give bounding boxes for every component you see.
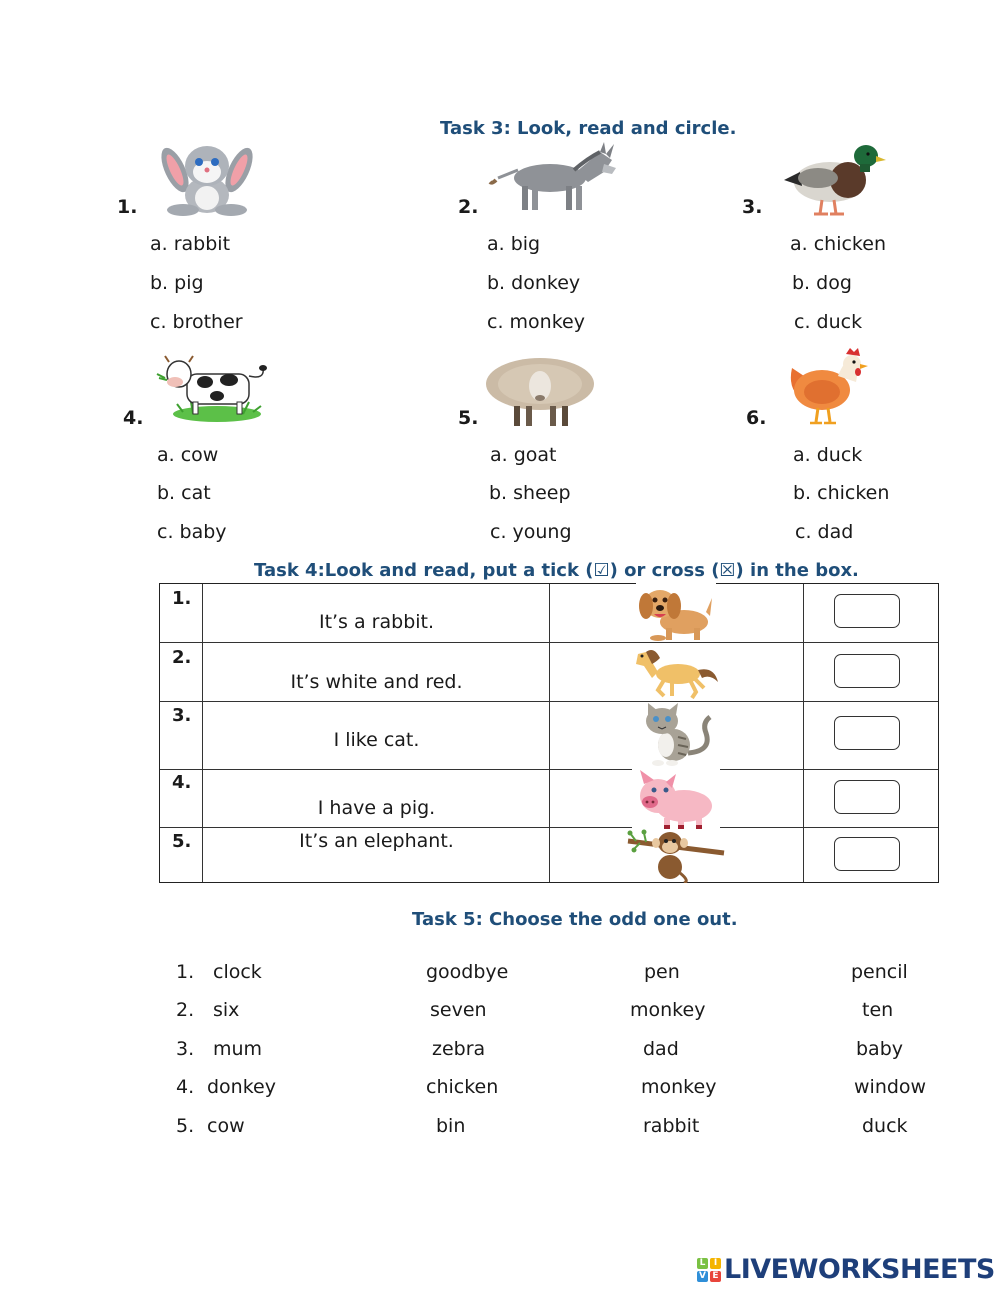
- donkey-picture: [488, 142, 628, 214]
- monkey-picture: [626, 829, 726, 883]
- task5-row-4-word-4[interactable]: window: [854, 1076, 927, 1098]
- task5-row-5-number: 5.: [176, 1115, 195, 1137]
- task3-item-5-option-b[interactable]: b. sheep: [489, 482, 571, 504]
- task5-row-2-word-1[interactable]: six: [213, 999, 240, 1021]
- task5-row-2-word-3[interactable]: monkey: [630, 999, 706, 1021]
- task4-row-1-number: 1.: [172, 588, 192, 609]
- task5-row-1-word-1[interactable]: clock: [213, 961, 262, 983]
- logo-letter: I: [710, 1258, 721, 1269]
- task3-item-6-option-a[interactable]: a. duck: [793, 444, 863, 466]
- task5-row-1-word-2[interactable]: goodbye: [426, 961, 509, 983]
- logo-text: LIVEWORKSHEETS: [724, 1254, 995, 1285]
- logo-letter: L: [697, 1258, 708, 1269]
- task3-item-4-option-a[interactable]: a. cow: [157, 444, 219, 466]
- task3-item-6-option-b[interactable]: b. chicken: [793, 482, 890, 504]
- task3-item-2-option-c[interactable]: c. monkey: [487, 311, 585, 333]
- task5-row-1-word-3[interactable]: pen: [644, 961, 680, 983]
- task5-row-5-word-4[interactable]: duck: [862, 1115, 908, 1137]
- task3-item-2-option-b[interactable]: b. donkey: [487, 272, 581, 294]
- task3-heading: Task 3: Look, read and circle.: [440, 118, 737, 139]
- row-divider: [160, 769, 938, 770]
- task3-item-3-option-c[interactable]: c. duck: [794, 311, 863, 333]
- task5-row-4-word-1[interactable]: donkey: [207, 1076, 276, 1098]
- task3-item-4-option-b[interactable]: b. cat: [157, 482, 211, 504]
- task3-item-4-option-c[interactable]: c. baby: [157, 521, 227, 543]
- row-divider: [160, 642, 938, 643]
- task4-row-3-answer-box[interactable]: [834, 716, 900, 750]
- task5-row-3-word-4[interactable]: baby: [856, 1038, 904, 1060]
- task4-row-5-number: 5.: [172, 831, 192, 852]
- task4-row-2-sentence: It’s white and red.: [290, 671, 463, 693]
- row-divider: [160, 827, 938, 828]
- duck-picture: [778, 140, 888, 218]
- task4-row-1-answer-box[interactable]: [834, 594, 900, 628]
- task5-row-5-word-3[interactable]: rabbit: [643, 1115, 700, 1137]
- task5-row-5-word-1[interactable]: cow: [207, 1115, 245, 1137]
- task5-row-4-word-2[interactable]: chicken: [426, 1076, 499, 1098]
- task5-row-3-word-1[interactable]: mum: [213, 1038, 263, 1060]
- task4-table: [159, 583, 939, 883]
- row-divider: [160, 701, 938, 702]
- task4-row-3-sentence: I like cat.: [333, 729, 420, 751]
- task5-row-3-word-2[interactable]: zebra: [432, 1038, 486, 1060]
- task4-row-5-sentence: It’s an elephant.: [299, 830, 454, 852]
- task5-heading: Task 5: Choose the odd one out.: [412, 909, 738, 930]
- task3-item-5-option-a[interactable]: a. goat: [490, 444, 557, 466]
- logo-letter: E: [710, 1271, 721, 1282]
- task4-row-5-answer-box[interactable]: [834, 837, 900, 871]
- task4-row-4-answer-box[interactable]: [834, 780, 900, 814]
- column-divider: [803, 584, 804, 882]
- task3-item-3-number: 3.: [742, 196, 763, 218]
- task5-row-1-word-4[interactable]: pencil: [851, 961, 908, 983]
- rabbit-picture: [153, 140, 261, 218]
- task5-row-4-number: 4.: [176, 1076, 195, 1098]
- logo-live-blocks-icon: [697, 1258, 721, 1282]
- task4-row-2-number: 2.: [172, 647, 192, 668]
- task5-row-2-number: 2.: [176, 999, 195, 1021]
- horse-picture: [632, 644, 720, 700]
- liveworksheets-logo: [697, 1254, 995, 1285]
- pig-picture: [632, 768, 720, 830]
- task5-row-3-word-3[interactable]: dad: [643, 1038, 679, 1060]
- logo-letter: V: [697, 1271, 708, 1282]
- sheep-picture: [484, 354, 596, 428]
- task5-row-3-number: 3.: [176, 1038, 195, 1060]
- task4-heading: Task 4:Look and read, put a tick (☑) or cross (☒) in the box.: [254, 560, 859, 581]
- task3-item-1-option-c[interactable]: c. brother: [150, 311, 243, 333]
- dog-picture: [636, 582, 716, 642]
- task3-item-3-option-a[interactable]: a. chicken: [790, 233, 886, 255]
- task3-item-1-option-b[interactable]: b. pig: [150, 272, 204, 294]
- task4-row-4-number: 4.: [172, 772, 192, 793]
- chicken-picture: [788, 346, 872, 426]
- task5-row-4-word-3[interactable]: monkey: [641, 1076, 717, 1098]
- task4-row-4-sentence: I have a pig.: [317, 797, 436, 819]
- task3-item-5-number: 5.: [458, 407, 479, 429]
- task3-item-2-option-a[interactable]: a. big: [487, 233, 541, 255]
- task4-row-2-answer-box[interactable]: [834, 654, 900, 688]
- task5-row-2-word-4[interactable]: ten: [862, 999, 894, 1021]
- task4-row-1-sentence: It’s a rabbit.: [318, 611, 435, 633]
- task3-item-6-option-c[interactable]: c. dad: [795, 521, 854, 543]
- cow-picture: [153, 352, 275, 424]
- task3-item-3-option-b[interactable]: b. dog: [792, 272, 852, 294]
- task3-item-4-number: 4.: [123, 407, 144, 429]
- task3-item-5-option-c[interactable]: c. young: [490, 521, 572, 543]
- cat-picture: [636, 703, 716, 767]
- task5-row-1-number: 1.: [176, 961, 195, 983]
- task5-row-5-word-2[interactable]: bin: [436, 1115, 466, 1137]
- task4-row-3-number: 3.: [172, 705, 192, 726]
- task3-item-2-number: 2.: [458, 196, 479, 218]
- task3-item-1-option-a[interactable]: a. rabbit: [150, 233, 231, 255]
- task5-row-2-word-2[interactable]: seven: [430, 999, 487, 1021]
- task3-item-1-number: 1.: [117, 196, 138, 218]
- task3-item-6-number: 6.: [746, 407, 767, 429]
